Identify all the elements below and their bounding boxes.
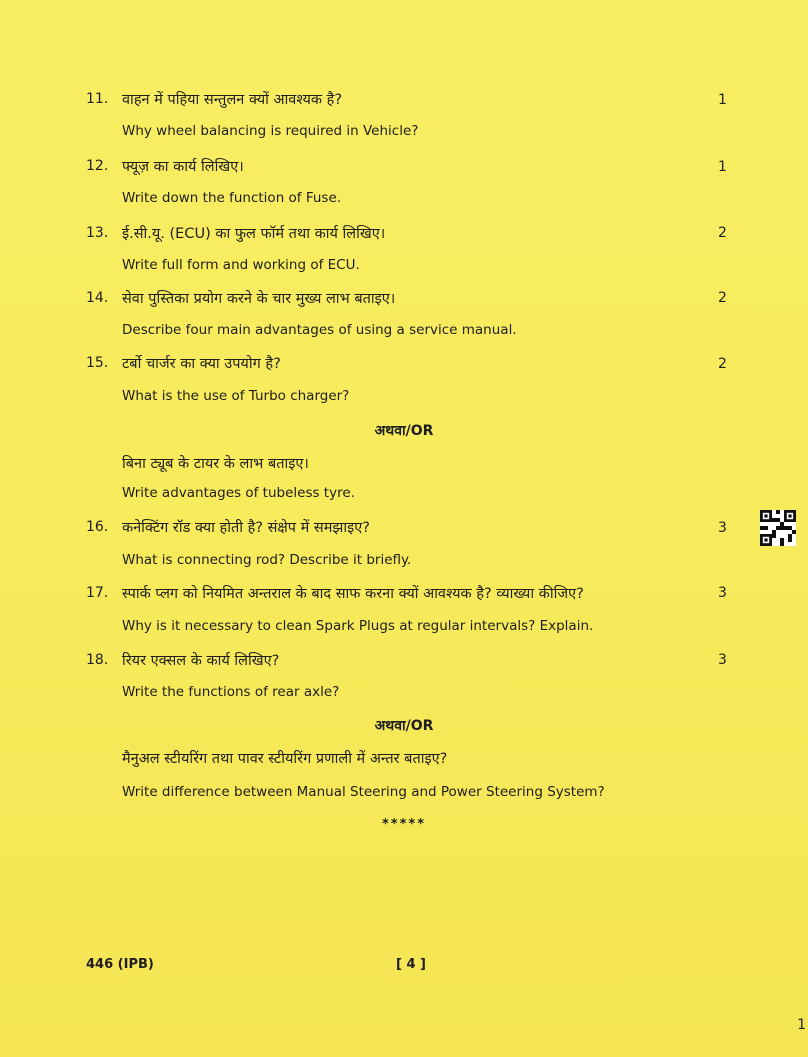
end-marker: ***** <box>382 817 426 832</box>
question-number: 18. <box>86 652 109 668</box>
page-number: [ 4 ] <box>396 957 426 972</box>
question-text-hindi: वाहन में पहिया सन्तुलन क्यों आवश्यक है? <box>122 92 343 108</box>
alternative-question-hindi: मैनुअल स्टीयरिंग तथा पावर स्टीयरिंग प्रणाली में अन्तर बताइए? <box>122 751 448 767</box>
question-number: 12. <box>86 158 109 174</box>
or-separator <box>0 716 808 735</box>
question-marks: 3 <box>718 652 727 668</box>
question-marks: 2 <box>718 290 727 306</box>
or-label: अथवा/OR <box>374 718 434 734</box>
corner-mark: 1 <box>797 1017 806 1033</box>
question-text-english: What is connecting rod? Describe it briefly. <box>122 552 412 568</box>
question-text-english: What is the use of Turbo charger? <box>122 388 350 404</box>
or-label: अथवा/OR <box>374 423 434 439</box>
question-text-hindi: ई.सी.यू. (ECU) का फुल फॉर्म तथा कार्य लिखिए। <box>122 226 386 242</box>
paper-code: 446 (IPB) <box>86 957 154 972</box>
alternative-question-english: Write advantages of tubeless tyre. <box>122 485 355 501</box>
question-marks: 3 <box>718 520 727 536</box>
qr-code-icon <box>760 510 796 546</box>
question-text-english: Write down the function of Fuse. <box>122 190 342 206</box>
question-text-english: Describe four main advantages of using a service manual. <box>122 322 517 338</box>
question-text-hindi: सेवा पुस्तिका प्रयोग करने के चार मुख्य लाभ बताइए। <box>122 291 396 307</box>
question-text-english: Why is it necessary to clean Spark Plugs at regular intervals? Explain. <box>122 618 594 634</box>
question-number: 15. <box>86 355 109 371</box>
question-text-hindi: रियर एक्सल के कार्य लिखिए? <box>122 653 280 669</box>
question-number: 11. <box>86 91 109 107</box>
question-number: 13. <box>86 225 109 241</box>
question-number: 14. <box>86 290 109 306</box>
alternative-question-english: Write difference between Manual Steering and Power Steering System? <box>122 784 605 800</box>
question-marks: 1 <box>718 159 727 175</box>
question-marks: 3 <box>718 585 727 601</box>
question-marks: 1 <box>718 92 727 108</box>
question-number: 17. <box>86 585 109 601</box>
question-text-hindi: फ्यूज़ का कार्य लिखिए। <box>122 159 244 175</box>
question-text-english: Why wheel balancing is required in Vehicle? <box>122 123 419 139</box>
question-text-hindi: टर्बो चार्जर का क्या उपयोग है? <box>122 356 281 372</box>
question-text-english: Write the functions of rear axle? <box>122 684 340 700</box>
or-separator <box>0 421 808 440</box>
question-number: 16. <box>86 519 109 535</box>
question-marks: 2 <box>718 356 727 372</box>
question-text-hindi: स्पार्क प्लग को नियमित अन्तराल के बाद साफ करना क्यों आवश्यक है? व्याख्या कीजिए? <box>122 586 584 602</box>
question-marks: 2 <box>718 225 727 241</box>
alternative-question-hindi: बिना ट्यूब के टायर के लाभ बताइए। <box>122 456 309 472</box>
question-text-hindi: कनेक्टिंग रॉड क्या होती है? संक्षेप में समझाइए? <box>122 520 370 536</box>
question-text-english: Write full form and working of ECU. <box>122 257 360 273</box>
